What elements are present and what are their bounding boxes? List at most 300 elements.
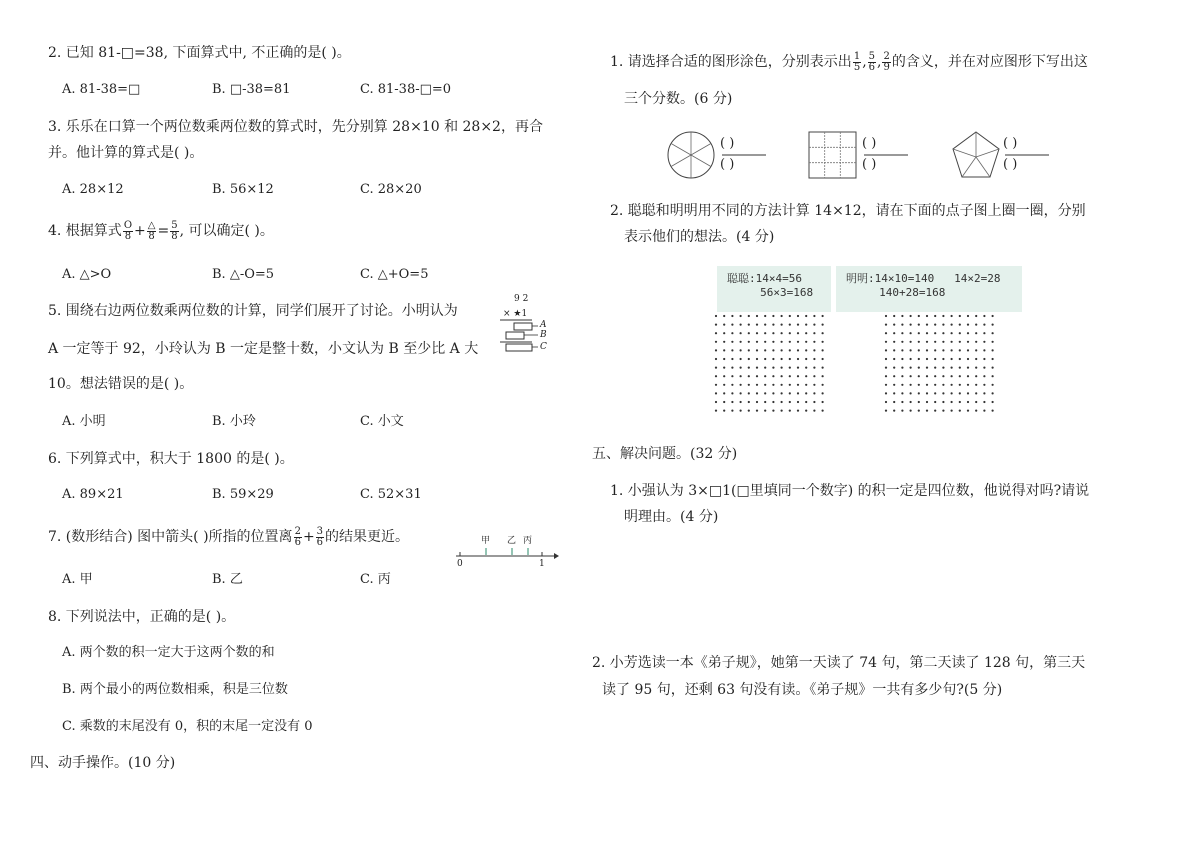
p2-stem-line1: 2. 小芳选读一本《弟子规》，她第一天读了 74 句，第二天读了 128 句，第三天 [592,655,1086,671]
grid-dot [967,384,969,386]
grid-dot [992,401,994,403]
grid-dot [723,392,725,394]
grid-dot [748,384,750,386]
grid-dot [813,367,815,369]
grid-dot [951,358,953,360]
grid-dot [983,358,985,360]
grid-dot [781,358,783,360]
q7-fraction-2: $\frac{3}{6}$ [316,525,324,548]
grid-dot [983,410,985,412]
grid-dot [731,358,733,360]
op1-suffix: 的含义，并在对应图形下写出这 [891,54,1088,70]
grid-dot [748,401,750,403]
grid-dot [910,384,912,386]
grid-dot [918,358,920,360]
grid-dot [885,384,887,386]
grid-dot [885,375,887,377]
grid-dot [756,332,758,334]
grid-dot [918,367,920,369]
grid-dot [797,410,799,412]
grid-dot [748,324,750,326]
q5-option-c: C. 小文 [360,414,404,429]
grid-dot [992,358,994,360]
grid-dot [893,315,895,317]
grid-dot [951,410,953,412]
grid-dot [797,401,799,403]
grid-dot [789,358,791,360]
grid-dot [975,367,977,369]
grid-dot [731,384,733,386]
grid-dot [901,410,903,412]
grid-dot [822,392,824,394]
grid-dot [740,410,742,412]
grid-dot [715,367,717,369]
grid-dot [934,332,936,334]
grid-dot [715,324,717,326]
grid-dot [715,375,717,377]
grid-dot [748,358,750,360]
q8-option-b: B. 两个最小的两位数相乘，积是三位数 [62,682,288,697]
grid-dot [756,375,758,377]
grid-dot [731,349,733,351]
grid-dot [893,375,895,377]
grid-dot [926,358,928,360]
grid-dot [959,332,961,334]
grid-dot [992,392,994,394]
square-grid-shape [808,131,858,179]
grid-dot [797,349,799,351]
grid-dot [967,410,969,412]
q7-label-yi: 乙 [507,536,517,546]
q2-option-a: A. 81-38=□ [62,82,141,97]
grid-dot [813,410,815,412]
grid-dot [748,341,750,343]
grid-dot [967,375,969,377]
grid-dot [813,358,815,360]
q4-stem: 4. 根据算式 $\frac{O}{8}$ + $\frac{\triangle}{8}$ = $\frac{5}{8}$ , 可以确定( )。 [48,219,274,242]
grid-dot [975,375,977,377]
grid-dot [934,410,936,412]
grid-dot [805,384,807,386]
op2-stem-line2: 表示他们的想法。(4 分) [624,229,775,245]
grid-dot [748,349,750,351]
q4-fraction-3: $\frac{5}{8}$ [171,219,178,242]
grid-dot [781,384,783,386]
grid-dot [723,401,725,403]
grid-dot [805,410,807,412]
grid-dot [967,358,969,360]
grid-dot [740,401,742,403]
q5-figure-label-b: B [540,330,547,340]
op2-stem-line1: 2. 聪聪和明明用不同的方法计算 14×12，请在下面的点子图上圈一圈，分别 [610,203,1086,219]
grid-dot [901,367,903,369]
grid-dot [756,367,758,369]
grid-dot [822,384,824,386]
grid-dot [764,384,766,386]
grid-dot [901,392,903,394]
grid-dot [967,392,969,394]
grid-dot [797,384,799,386]
grid-dot [756,324,758,326]
section-4-heading: 四、动手操作。(10 分) [30,755,176,771]
grid-dot [942,367,944,369]
grid-dot [893,358,895,360]
grid-dot [764,358,766,360]
grid-dot [959,349,961,351]
grid-dot [942,341,944,343]
grid-dot [959,367,961,369]
grid-dot [797,375,799,377]
grid-dot [951,315,953,317]
q7-fraction-1: $\frac{2}{6}$ [294,525,301,548]
grid-dot [910,367,912,369]
grid-dot [983,401,985,403]
grid-dot [723,315,725,317]
grid-dot [983,349,985,351]
q6-stem: 6. 下列算式中，积大于 1800 的是( )。 [48,451,294,467]
grid-dot [781,367,783,369]
grid-dot [926,375,928,377]
op1-stem-line2: 三个分数。(6 分) [624,91,733,107]
grid-dot [983,375,985,377]
grid-dot [951,384,953,386]
grid-dot [918,341,920,343]
grid-dot [942,375,944,377]
q8-option-c: C. 乘数的末尾没有 0，积的末尾一定没有 0 [62,719,313,734]
grid-dot [942,324,944,326]
grid-dot [797,367,799,369]
grid-dot [910,375,912,377]
grid-dot [715,384,717,386]
grid-dot [731,341,733,343]
grid-dot [934,315,936,317]
grid-dot [934,341,936,343]
grid-dot [951,341,953,343]
grid-dot [967,349,969,351]
grid-dot [983,392,985,394]
grid-dot [934,384,936,386]
grid-dot [731,367,733,369]
grid-dot [967,401,969,403]
grid-dot [910,315,912,317]
grid-dot [967,332,969,334]
q5-stem-line3: 10。想法错误的是( )。 [48,376,194,392]
grid-dot [951,332,953,334]
grid-dot [822,358,824,360]
q4-suffix: , 可以确定( )。 [179,223,274,239]
grid-dot [789,315,791,317]
grid-dot [942,392,944,394]
grid-dot [789,375,791,377]
grid-dot [975,349,977,351]
grid-dot [942,349,944,351]
grid-dot [805,401,807,403]
grid-dot [967,341,969,343]
grid-dot [975,332,977,334]
grid-dot [748,315,750,317]
grid-dot [926,341,928,343]
grid-dot [740,392,742,394]
grid-dot [731,324,733,326]
grid-dot [740,367,742,369]
q3-option-c: C. 28×20 [360,182,422,197]
grid-dot [756,349,758,351]
grid-dot [789,324,791,326]
grid-dot [772,392,774,394]
grid-dot [731,315,733,317]
grid-dot [772,410,774,412]
grid-dot [959,392,961,394]
grid-dot [723,375,725,377]
grid-dot [813,341,815,343]
q7-label-jia: 甲 [481,536,491,546]
q5-figure-label-c: C [540,342,547,352]
grid-dot [951,375,953,377]
q6-option-a: A. 89×21 [62,487,124,502]
pentagon-shape [950,130,1002,180]
grid-dot [959,375,961,377]
grid-dot [781,401,783,403]
grid-dot [926,384,928,386]
grid-dot [764,367,766,369]
grid-dot [756,358,758,360]
grid-dot [893,392,895,394]
q2-option-b: B. □-38=81 [212,82,291,97]
grid-dot [789,367,791,369]
grid-dot [893,341,895,343]
grid-dot [983,332,985,334]
grid-dot [942,401,944,403]
q8-stem: 8. 下列说法中，正确的是( )。 [48,609,236,625]
grid-dot [715,349,717,351]
q7-label-zero: 0 [457,559,463,569]
grid-dot [992,349,994,351]
grid-dot [918,315,920,317]
grid-dot [789,401,791,403]
grid-dot [723,332,725,334]
grid-dot [901,349,903,351]
grid-dot [934,358,936,360]
grid-dot [926,401,928,403]
grid-dot [805,315,807,317]
grid-dot [797,341,799,343]
grid-dot [885,315,887,317]
q4-prefix: 4. 根据算式 [48,223,122,239]
grid-dot [910,349,912,351]
grid-dot [992,367,994,369]
grid-dot [918,375,920,377]
q5-stem-line2: A 一定等于 92，小玲认为 B 一定是整十数，小文认为 B 至少比 A 大 [48,341,479,357]
op1-fraction-2: $\frac{5}{6}$ [868,50,876,73]
grid-dot [772,315,774,317]
p1-stem-line2: 明理由。(4 分) [624,509,719,525]
grid-dot [934,401,936,403]
grid-dot [885,341,887,343]
grid-dot [975,410,977,412]
grid-dot [789,392,791,394]
grid-dot [813,332,815,334]
grid-dot [822,375,824,377]
grid-dot [951,367,953,369]
grid-dot [731,392,733,394]
grid-dot [756,341,758,343]
grid-dot [885,332,887,334]
grid-dot [822,401,824,403]
grid-dot [748,375,750,377]
grid-dot [731,401,733,403]
grid-dot [901,401,903,403]
grid-dot [918,410,920,412]
grid-dot [764,392,766,394]
grid-dot [715,392,717,394]
grid-dot [975,324,977,326]
grid-dot [942,315,944,317]
grid-dot [942,384,944,386]
grid-dot [918,392,920,394]
q7-option-c: C. 丙 [360,572,391,587]
grid-dot [992,332,994,334]
grid-dot [934,367,936,369]
grid-dot [893,349,895,351]
q5-option-b: B. 小玲 [212,414,256,429]
q3-stem-line1: 3. 乐乐在口算一个两位数乘两位数的算式时，先分别算 28×10 和 28×2，再合 [48,119,543,135]
grid-dot [781,315,783,317]
q7-label-bing: 丙 [523,536,533,546]
grid-dot [740,332,742,334]
q7-label-one: 1 [539,559,545,569]
grid-dot [885,392,887,394]
grid-dot [934,392,936,394]
q2-stem: 2. 已知 81-□=38, 下面算式中, 不正确的是( )。 [48,45,351,61]
q6-option-b: B. 59×29 [212,487,274,502]
grid-dot [772,324,774,326]
grid-dot [934,349,936,351]
grid-dot [740,341,742,343]
grid-dot [975,401,977,403]
grid-dot [805,341,807,343]
q4-option-c: C. △+O=5 [360,267,429,282]
square-blank-bottom: ( ) [862,157,877,172]
grid-dot [926,367,928,369]
grid-dot [992,315,994,317]
grid-dot [772,384,774,386]
grid-dot [918,349,920,351]
section-5-heading: 五、解决问题。(32 分) [592,446,738,462]
grid-dot [715,315,717,317]
grid-dot [885,410,887,412]
grid-dot [934,324,936,326]
grid-dot [967,315,969,317]
q5-stem-line1: 5. 围绕右边两位数乘两位数的计算，同学们展开了讨论。小明认为 [48,303,458,319]
grid-dot [805,367,807,369]
grid-dot [893,367,895,369]
grid-dot [731,332,733,334]
grid-dot [748,410,750,412]
q7-suffix: 的结果更近。 [325,529,410,545]
p1-stem-line1: 1. 小强认为 3×□1(□里填同一个数字) 的积一定是四位数，他说得对吗?请说 [610,483,1090,499]
grid-dot [967,324,969,326]
grid-dot [789,349,791,351]
grid-dot [983,315,985,317]
grid-dot [822,349,824,351]
grid-dot [723,384,725,386]
grid-dot [901,384,903,386]
p2-stem-line2: 读了 95 句，还剩 63 句没有读。《弟子规》一共有多少句?(5 分) [602,682,1003,698]
pentagon-blank-bottom: ( ) [1003,157,1018,172]
grid-dot [813,375,815,377]
q7-stem [48,524,409,550]
grid-dot [926,315,928,317]
grid-dot [926,410,928,412]
grid-dot [901,358,903,360]
grid-dot [901,324,903,326]
dot-grid-left [712,312,832,416]
grid-dot [781,392,783,394]
grid-dot [764,324,766,326]
grid-dot [797,358,799,360]
q6-option-c: C. 52×31 [360,487,422,502]
grid-dot [813,315,815,317]
grid-dot [885,358,887,360]
grid-dot [813,401,815,403]
q5-figure-label-a: A [540,320,547,330]
grid-dot [959,324,961,326]
grid-dot [772,341,774,343]
grid-dot [967,367,969,369]
grid-dot [740,358,742,360]
grid-dot [822,367,824,369]
q3-stem-line2: 并。他计算的算式是( )。 [48,145,204,161]
grid-dot [715,410,717,412]
grid-dot [715,401,717,403]
q4-option-b: B. △-O=5 [212,267,275,282]
grid-dot [797,315,799,317]
grid-dot [951,324,953,326]
grid-dot [983,324,985,326]
grid-dot [756,384,758,386]
grid-dot [723,324,725,326]
op1-fraction-3: $\frac{2}{9}$ [883,50,890,73]
grid-dot [723,358,725,360]
grid-dot [797,392,799,394]
grid-dot [959,315,961,317]
grid-dot [789,410,791,412]
grid-dot [715,358,717,360]
grid-dot [805,392,807,394]
grid-dot [772,358,774,360]
grid-dot [740,375,742,377]
q4-fraction-1: $\frac{O}{8}$ [123,219,133,242]
grid-dot [731,410,733,412]
grid-dot [740,324,742,326]
grid-dot [942,410,944,412]
grid-dot [822,324,824,326]
grid-dot [926,349,928,351]
grid-dot [975,392,977,394]
grid-dot [789,341,791,343]
grid-dot [740,384,742,386]
grid-dot [772,367,774,369]
grid-dot [764,315,766,317]
grid-dot [764,332,766,334]
grid-dot [959,358,961,360]
grid-dot [781,375,783,377]
grid-dot [813,349,815,351]
grid-dot [885,349,887,351]
q3-option-b: B. 56×12 [212,182,274,197]
congcong-method-box: 聪聪:14×4=56 56×3=168 [717,266,831,312]
op1-prefix: 1. 请选择合适的图形涂色，分别表示出 [610,54,852,70]
